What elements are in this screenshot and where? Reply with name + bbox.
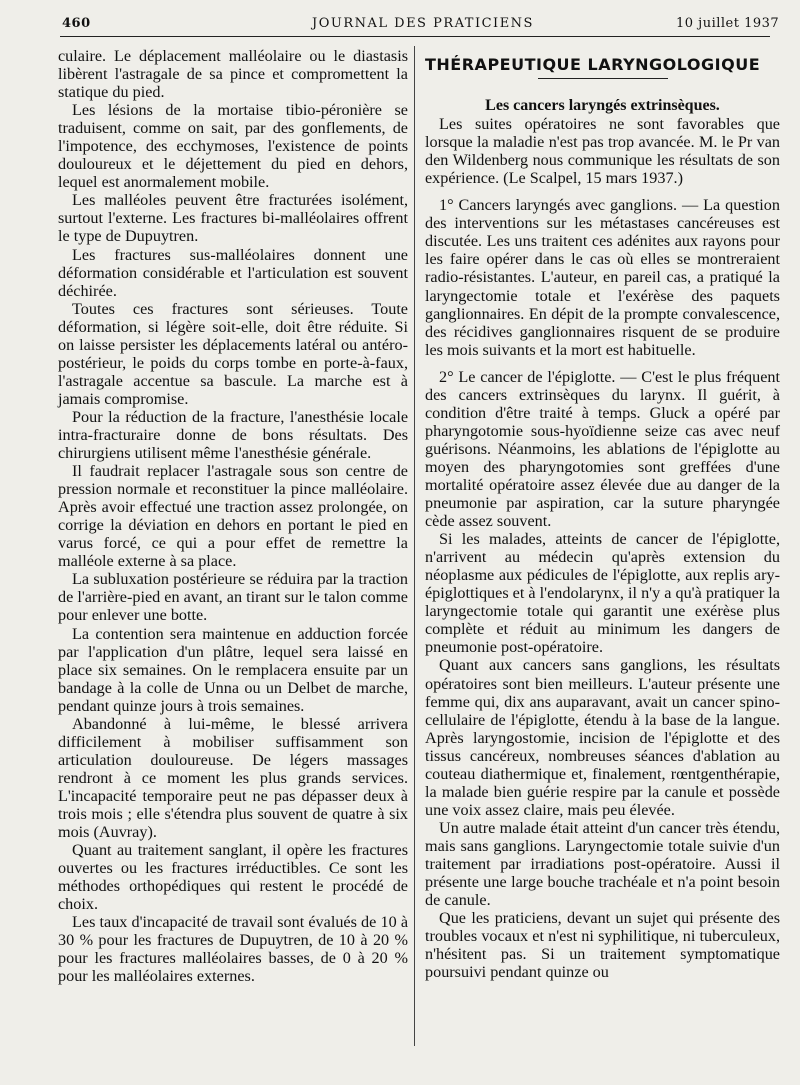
paragraph: Il faudrait replacer l'astragale sous son centre de pression normale et reconstituer la pince malléolaire. Après avoir effectué une traction assez prolongée, on corrige la déviation en dehors en portant le pied en varus forcé, ce qui a pour effet de remettre la malléole externe à sa place. [58, 462, 408, 571]
paragraph: Que les praticiens, devant un sujet qui présente des troubles vocaux et n'est ni syphilitique, ni tuberculeux, n'hésitent pas. Si un traitement symptomatique poursuivi pendant quinze ou [425, 909, 780, 982]
page-number: 460 [62, 16, 91, 31]
section-title: THÉRAPEUTIQUE LARYNGOLOGIQUE [425, 55, 761, 74]
right-column [425, 56, 780, 981]
spacer [425, 359, 780, 368]
journal-title: JOURNAL DES PRATICIENS [312, 16, 534, 31]
paragraph: culaire. Le déplacement malléolaire ou le diastasis libèrent l'astragale de sa pince et compromettent la statique du pied. [58, 47, 408, 102]
paragraph: Les lésions de la mortaise tibio-péronière se traduisent, comme on sait, par des gonflements, de l'impotence, des ecchymoses, l'existence de points douloureux et le déjettement du pied en dehors, lequel est anormalement mobile. [58, 101, 408, 192]
paragraph: Quant aux cancers sans ganglions, les résultats opératoires sont bien meilleurs. L'auteur présente une femme qui, dix ans auparavant, avait un cancer spino-cellulaire de l'épiglotte, étendu à la base de la langue. Après laryngostomie, incision de l'épiglotte et des tissus cancéreux, nombreuses séances d'ablation au couteau diathermique et, finalement, rœntgenthérapie, la malade bien guérie respire par la canule et possède une voix assez claire, mais peu élevée. [425, 656, 780, 819]
section-rule [538, 78, 668, 79]
spacer [425, 187, 780, 196]
paragraph: Quant au traitement sanglant, il opère les fractures ouvertes ou les fractures irréductibles. Ce sont les méthodes orthopédiques qui restent le procédé de choix. [58, 841, 408, 914]
paragraph: Les malléoles peuvent être fracturées isolément, surtout l'externe. Les fractures bi-malléolaires offrent le type de Dupuytren. [58, 191, 408, 246]
issue-date: 10 juillet 1937 [676, 16, 780, 31]
paragraph: Pour la réduction de la fracture, l'anesthésie locale intra-fracturaire donne de bons résultats. Des chirurgiens utilisent même l'anesthésie générale. [58, 407, 408, 463]
paragraph: 1° Cancers laryngés avec ganglions. — La question des interventions sur les métastases cancéreuses est discutée. Les uns traitent ces adénites aux rayons pour les faire opérer dans le cas où elles se montreraient radio-résistantes. L'auteur, en pareil cas, a pratiqué la laryngectomie totale et l'exérèse des paquets ganglionnaires. En dépit de la prompte convalescence, des récidives ganglionnaires risquent de se produire les mois suivants et la mort est habituelle. [425, 196, 780, 359]
paragraph: Si les malades, atteints de cancer de l'épiglotte, n'arrivent au médecin qu'après extension du néoplasme aux pédicules de l'épiglotte, aux replis ary-épiglottiques et à l'endolarynx, il n'y a qu'à pratiquer la laryngectomie totale qui garantit une exérèse plus complète et réduit au minimum les dangers de pneumonie post-opératoire. [425, 530, 780, 657]
paragraph: Toutes ces fractures sont sérieuses. Toute déformation, si légère soit-elle, doit être réduite. Si on laisse persister les déplacements latéral ou antéro-postérieur, le poids du corps tombe en porte-à-faux, l'astragale accentue sa bascule. La marche est à jamais compromise. [58, 299, 408, 408]
left-column [58, 47, 408, 985]
page-header [0, 0, 800, 40]
paragraph: Les suites opératoires ne sont favorables que lorsque la maladie n'est pas trop avancée. M. le Pr van den Wildenberg nous communique les résultats de son expérience. (Le Scalpel, 15 mars 1937.) [425, 115, 780, 188]
paragraph: Les taux d'incapacité de travail sont évalués de 10 à 30 % pour les fractures de Dupuytren, de 10 à 20 % pour les fractures malléolaires basses, de 0 à 20 % pour les malléolaires externes. [58, 913, 408, 986]
paragraph: Un autre malade était atteint d'un cancer très étendu, mais sans ganglions. Laryngectomie totale suivie d'un traitement par irradiations post-opératoire. Aussi il présente une large bouche trachéale et n'a point besoin de canule. [425, 818, 780, 910]
article-title: Les cancers laryngés extrinsèques. [485, 97, 720, 115]
header-rule [60, 36, 770, 37]
paragraph: La subluxation postérieure se réduira par la traction de l'arrière-pied en avant, an tirant sur le talon comme pour enlever une botte. [58, 570, 408, 625]
paragraph: 2° Le cancer de l'épiglotte. — C'est le plus fréquent des cancers extrinsèques du larynx. Il guérit, à condition d'être traité à temps. Gluck a opéré par pharyngotomie sous-hyoïdienne seize cas avec neuf guérisons. Néanmoins, les ablations de l'épiglotte au moyen des pharyngotomies sont greffées d'une mortalité opératoire assez élevée due au danger de la pneumonie par aspiration, car la suture pharyngée cède assez souvent. [425, 367, 780, 531]
paragraph: La contention sera maintenue en adduction forcée par l'application d'un plâtre, lequel sera laissé en place six semaines. On le remplacera ensuite par un bandage à la colle de Unna ou un Delbet de marche, pendant quinze jours à trois semaines. [58, 624, 408, 715]
paragraph: Les fractures sus-malléolaires donnent une déformation considérable et l'articulation est souvent déchirée. [58, 245, 408, 300]
column-divider [414, 46, 415, 1046]
paragraph: Abandonné à lui-même, le blessé arrivera difficilement à mobiliser suffisamment son articulation douloureuse. De légers massages rendront à ce moment les plus grands services. L'incapacité temporaire peut ne pas dépasser deux à trois mois ; elle s'étendra plus souvent de quatre à six mois (Auvray). [58, 714, 408, 842]
